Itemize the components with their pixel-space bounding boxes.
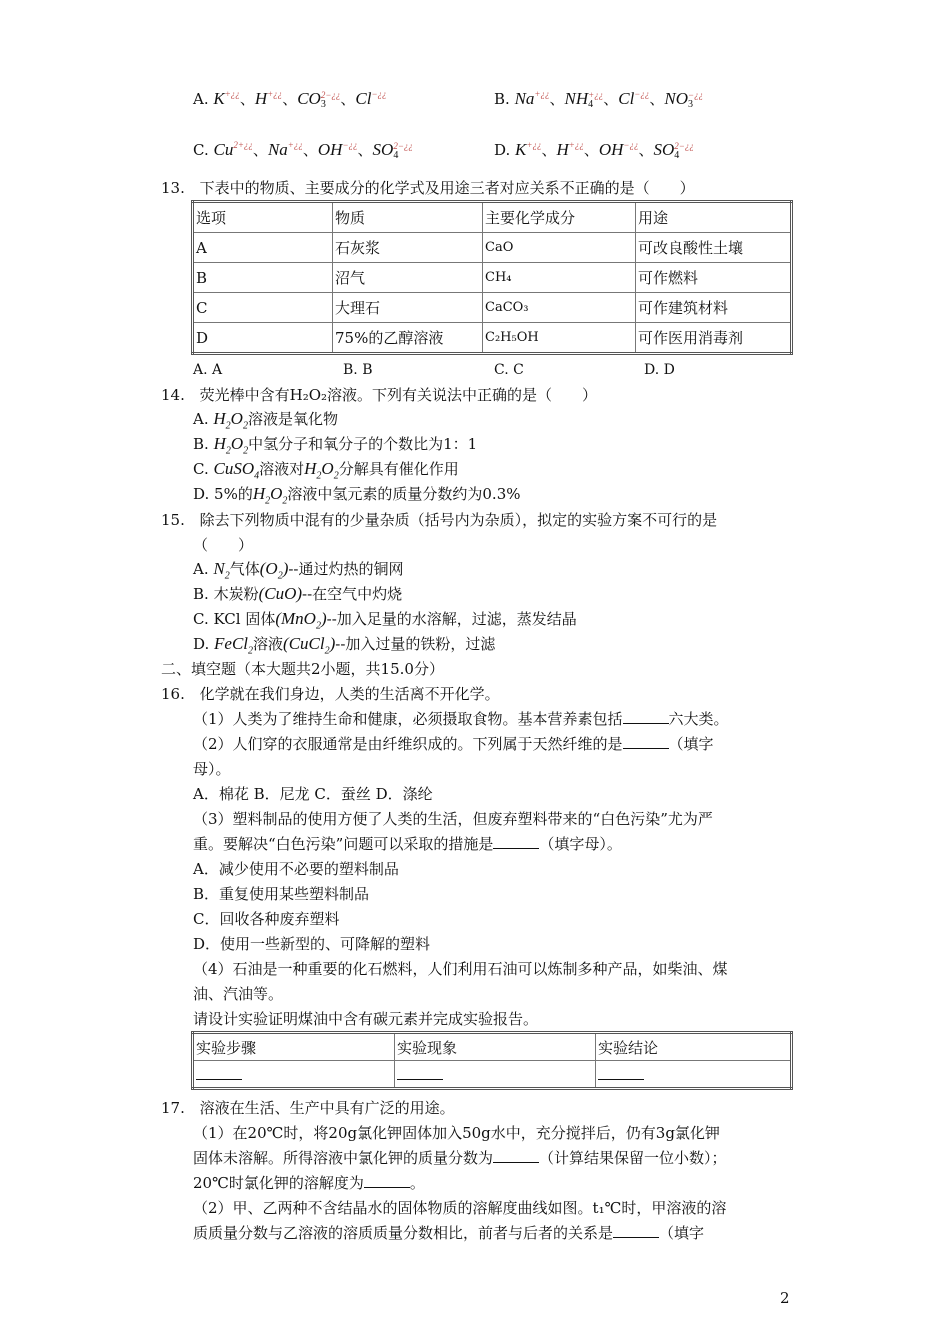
q15-number: 15.: [161, 511, 185, 529]
q14-a-text: 溶液是氧化物: [247, 410, 338, 428]
ion-formula: Cl−¿¿: [618, 89, 650, 108]
ion-formula: CO 2−¿¿ 3: [297, 89, 341, 111]
q16-part4: （4）石油是一种重要的化石燃料，人们利用石油可以炼制多种产品，如柴油、煤: [193, 960, 728, 978]
q16-p2-text: （2）人们穿的衣服通常是由纤维织成的。下列属于天然纤维的是: [193, 735, 623, 753]
q17-p1-last-text: 20℃时氯化钾的溶解度为: [193, 1174, 364, 1192]
ion-formula: OH−¿¿: [317, 140, 358, 159]
q16-part3-option-d: D．使用一些新型的、可降解的塑料: [193, 935, 431, 953]
separator: 、: [340, 92, 356, 108]
q12-option-c: [193, 139, 413, 161]
table-cell: CaO: [483, 233, 636, 263]
q16-part3-cont: [193, 833, 622, 854]
q16-part2-options: A．棉花 B．尼龙 C．蚕丝 D．涤纶: [193, 785, 433, 803]
table-cell: 可作医用消毒剂: [636, 323, 792, 354]
table-header-cell: 实验结论: [596, 1033, 792, 1061]
ion-formula: K+¿¿: [515, 140, 542, 159]
q16-p2-end: （填字: [668, 735, 714, 753]
q15-option-c: C. KCl 固体(MnO$_2$)--加入足量的水溶解，过滤，蒸发结晶: [193, 609, 577, 632]
q13-stem-text: 下表中的物质、主要成分的化学式及用途三者对应关系不正确的是（ ）: [199, 179, 695, 197]
answer-blank[interactable]: [623, 709, 669, 724]
q15-c-end: --加入足量的水溶解，过滤，蒸发结晶: [326, 610, 577, 628]
ion-formula: Na+¿¿: [267, 140, 303, 159]
ion-formula: H+¿¿: [254, 89, 283, 108]
ion-list: [515, 140, 694, 162]
section-heading: 二、填空题（本大题共2小题，共15.0分）: [161, 660, 444, 678]
table-cell: D: [193, 323, 333, 354]
q13-table: [191, 200, 793, 355]
q15-option-b: B. 木炭粉(CuO)--在空气中灼烧: [193, 584, 403, 603]
table-cell: 可改良酸性土壤: [636, 233, 792, 263]
q16-part2-cont: 母）。: [193, 760, 231, 778]
separator: 、: [649, 92, 665, 108]
q14-c-end: 分解具有催化作用: [338, 460, 459, 478]
table-row: [193, 323, 792, 354]
table-cell: C₂H₅OH: [483, 323, 636, 354]
q16-part3-option-c: C．回收各种废弃塑料: [193, 910, 340, 928]
ion-formula: $Cu^{2+¿¿}$: [213, 140, 253, 159]
table-cell: 75%的乙醇溶液: [333, 323, 483, 354]
q16-part3: （3）塑料制品的使用方便了人类的生活，但废弃塑料带来的“白色污染”尤为严: [193, 810, 713, 828]
q17-p1-last-end: 。: [409, 1174, 425, 1192]
ion-list: [213, 140, 413, 162]
table-header-cell: 主要化学成分: [483, 202, 636, 233]
table-cell: CH₄: [483, 263, 636, 293]
table-row: [193, 233, 792, 263]
table-cell: 沼气: [333, 263, 483, 293]
q15-d-end: --加入过量的铁粉，过滤: [335, 635, 496, 653]
separator: 、: [541, 143, 557, 159]
q14-d-end: 溶液中氢元素的质量分数约为0.3%: [287, 485, 521, 503]
table-header-cell: 实验现象: [395, 1033, 596, 1061]
table-row: [193, 1061, 792, 1089]
ion-formula: SO 2−¿¿ 4: [372, 140, 413, 162]
ion-formula: NO −¿¿ 3: [664, 89, 704, 111]
q13-option-c: C. C: [494, 362, 524, 378]
answer-blank[interactable]: [598, 1065, 644, 1080]
q14-stem: [161, 384, 597, 405]
q15-d-mid: 溶液: [253, 635, 284, 653]
q15-b-end: --在空气中灼烧: [302, 585, 403, 603]
ion-formula: Cl−¿¿: [355, 89, 387, 108]
answer-blank[interactable]: [196, 1065, 242, 1080]
table-header-row: [193, 202, 792, 233]
q12-option-b: [494, 88, 703, 110]
q17-stem-text: 溶液在生活、生产中具有广泛的用途。: [199, 1099, 455, 1117]
q15-option-a: A. $N_2$气体$(O_2)--$通过灼热的铜网: [193, 559, 404, 582]
separator: 、: [282, 92, 298, 108]
answer-blank[interactable]: [493, 834, 539, 849]
answer-blank[interactable]: [623, 734, 669, 749]
ion-list: [213, 89, 387, 111]
q16-number: 16.: [161, 685, 185, 703]
q15-a-mid: 气体: [229, 560, 260, 578]
q14-option-c: C. CuSO$_4$溶液对$H_2O_2$分解具有催化作用: [193, 459, 459, 482]
table-header-cell: 物质: [333, 202, 483, 233]
q16-stem-text: 化学就在我们身边，人类的生活离不开化学。: [199, 685, 500, 703]
q16-p3-cont-text: 重。要解决“白色污染”问题可以采取的措施是: [193, 835, 494, 853]
ion-formula: NH +¿¿ 4: [564, 89, 604, 111]
table-cell: [193, 1061, 395, 1089]
separator: 、: [252, 143, 268, 159]
q16-part2: [193, 733, 714, 754]
q13-option-d: D. D: [644, 362, 675, 378]
q17-p2-end: （填字: [659, 1224, 705, 1242]
q12-b-label: B.: [494, 90, 510, 108]
table-cell: [395, 1061, 596, 1089]
q13-option-b: B. B: [343, 362, 373, 378]
q16-part3-option-a: A．减少使用不必要的塑料制品: [193, 860, 399, 878]
answer-blank[interactable]: [397, 1065, 443, 1080]
q15-b-pre: 木炭粉: [213, 585, 259, 603]
q16-p1-end: 六大类。: [668, 710, 729, 728]
q12-a-label: A.: [193, 90, 209, 108]
q14-b-text: 中氢分子和氧分子的个数比为1：1: [248, 435, 478, 453]
answer-blank[interactable]: [613, 1223, 659, 1238]
q17-part2-cont: [193, 1222, 704, 1243]
table-cell: 石灰浆: [333, 233, 483, 263]
q14-option-a: A. $H_2O_2$溶液是氧化物: [193, 409, 338, 432]
q13-option-a: A. A: [193, 362, 223, 378]
q15-stem-cont: （ ）: [193, 536, 254, 554]
q17-part1-last: [193, 1172, 425, 1193]
table-cell: 可作建筑材料: [636, 293, 792, 323]
q17-number: 17.: [161, 1099, 185, 1117]
q14-option-d: D. 5%的$H_2O_2$溶液中氢元素的质量分数约为0.3%: [193, 484, 521, 507]
q16-p1-text: （1）人类为了维持生命和健康，必须摄取食物。基本营养素包括: [193, 710, 623, 728]
q15-stem: [161, 509, 717, 530]
experiment-report-table: [191, 1031, 793, 1090]
separator: 、: [357, 143, 373, 159]
q16-part3-option-b: B．重复使用某些塑料制品: [193, 885, 370, 903]
q12-c-label: C.: [193, 141, 209, 159]
ion-formula: OH−¿¿: [598, 140, 639, 159]
q17-part1-cont: [193, 1147, 727, 1168]
ion-formula: Na+¿¿: [514, 89, 550, 108]
table-header-cell: 选项: [193, 202, 333, 233]
table-cell: CaCO₃: [483, 293, 636, 323]
q15-c-pre: KCl 固体: [213, 610, 276, 628]
q13-number: 13.: [161, 179, 185, 197]
separator: 、: [638, 143, 654, 159]
q12-d-label: D.: [494, 141, 511, 159]
table-row: [193, 263, 792, 293]
page-number: 2: [780, 1289, 790, 1307]
q13-stem: [161, 177, 695, 198]
ion-formula: K+¿¿: [213, 89, 240, 108]
q17-p2-cont-text: 质质量分数与乙溶液的溶质质量分数相比，前者与后者的关系是: [193, 1224, 614, 1242]
table-cell: 可作燃料: [636, 263, 792, 293]
separator: 、: [239, 92, 255, 108]
q12-option-a: [193, 88, 387, 110]
q14-option-b: B. $H_2O_2$中氢分子和氧分子的个数比为1：1: [193, 434, 478, 457]
q16-part1: [193, 708, 729, 729]
q12-option-d: [494, 139, 694, 161]
table-cell: A: [193, 233, 333, 263]
separator: 、: [302, 143, 318, 159]
q16-part4-cont: 油、汽油等。: [193, 985, 284, 1003]
ion-formula: SO 2−¿¿ 4: [653, 140, 694, 162]
q17-p1-cont-text: 固体未溶解。所得溶液中氯化钾的质量分数为: [193, 1149, 494, 1167]
q14-stem-text: 荧光棒中含有H₂O₂溶液。下列有关说法中正确的是（ ）: [199, 386, 598, 404]
ion-formula: H+¿¿: [556, 140, 584, 159]
q15-a-end: --通过灼热的铜网: [288, 560, 404, 578]
table-cell: B: [193, 263, 333, 293]
answer-blank[interactable]: [493, 1148, 539, 1163]
table-header-cell: 用途: [636, 202, 792, 233]
q16-part4-task: 请设计实验证明煤油中含有碳元素并完成实验报告。: [193, 1010, 539, 1028]
q15-stem-text: 除去下列物质中混有的少量杂质（括号内为杂质），拟定的实验方案不可行的是: [199, 511, 718, 529]
q14-d-pre: 5%的: [214, 485, 253, 503]
q17-stem: [161, 1097, 455, 1118]
q14-c-mid: 溶液对: [259, 460, 305, 478]
q16-stem: [161, 683, 500, 704]
table-cell: 大理石: [333, 293, 483, 323]
q14-number: 14.: [161, 386, 185, 404]
separator: 、: [549, 92, 565, 108]
table-cell: [596, 1061, 792, 1089]
table-row: [193, 293, 792, 323]
table-cell: C: [193, 293, 333, 323]
separator: 、: [603, 92, 619, 108]
separator: 、: [583, 143, 599, 159]
table-header-cell: 实验步骤: [193, 1033, 395, 1061]
q17-part1: （1）在20℃时，将20g氯化钾固体加入50g水中，充分搅拌后，仍有3g氯化钾: [193, 1124, 720, 1142]
q15-option-d: D. FeCl$_2$溶液(CuCl$_2$)--加入过量的铁粉，过滤: [193, 634, 496, 657]
ion-list: [514, 89, 704, 111]
answer-blank[interactable]: [364, 1173, 410, 1188]
table-header-row: [193, 1033, 792, 1061]
q17-p1-cont-end: （计算结果保留一位小数）；: [539, 1149, 727, 1167]
q16-p3-end: （填字母）。: [539, 835, 622, 853]
q17-part2: （2）甲、乙两种不含结晶水的固体物质的溶解度曲线如图。t₁℃时，甲溶液的溶: [193, 1199, 727, 1217]
